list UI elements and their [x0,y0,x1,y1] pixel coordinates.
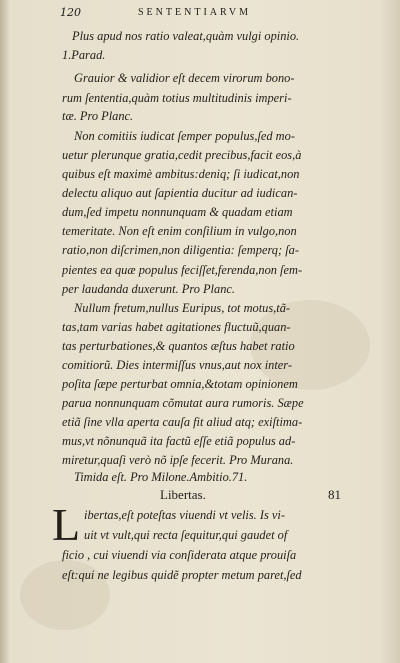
text-line: temeritate. Non eſt enim conſilium in vulgo,non [62,224,297,238]
text-line: miretur,quaſi verò nõ ipſe fecerit. Pro Murana. [62,453,294,467]
text-line: ibertas,eſt poteſtas viuendi vt velis. Is vi- [84,508,285,522]
text-line: pientes ea quæ populus feciſſet,ferenda,non ſem- [62,263,303,277]
text-line: mus,vt nõnunquã ita factũ eſſe etiã populus ad- [62,434,296,448]
running-title: SENTENTIARVM [138,7,251,18]
text-line: comitiorũ. Dies intermiſſus vnus,aut nox inter- [62,358,292,372]
text-line: Non comitiis iudicat ſemper populus,ſed mo- [74,129,295,143]
text-line: eſt:qui ne legibus quidẽ propter metum paret,ſed [62,568,302,582]
text-line: 1.Parad. [62,48,106,62]
text-line: etiã ſine vlla aperta cauſa fit aliud atq; exiſtima- [62,415,303,429]
text-line: ratio,non diſcrimen,non diligentia: ſemperq; ſa- [62,243,299,257]
text-line: Grauior & validior eſt decem virorum bono- [74,71,295,85]
text-line: Timida eſt. Pro Milone.Ambitio.71. [74,470,248,484]
text-line: delectu aliquo aut ſapientia ducitur ad iudican- [62,186,298,200]
text-line: Plus apud nos ratio valeat,quàm vulgi opinio. [72,29,300,43]
text-line: parua nonnunquam cõmutat aura rumoris. Sæpe [62,396,304,410]
text-line: poſita ſæpe perturbat omnia,&totam opinionem [62,377,298,391]
page-header [60,6,378,24]
drop-initial: L [52,499,81,550]
page-number: 120 [60,6,81,19]
text-line: uetur plerunque gratia,cedit precibus,facit eos,à [62,148,302,162]
text-line: tæ. Pro Planc. [62,109,134,123]
section-heading: Libertas. [160,487,206,502]
text-line: quibus eſt maximè ambitus:deniq; ſi iudicat,non [62,167,300,181]
text-line: ficio , cui viuendi via conſiderata atque prouiſa [62,548,297,562]
text-line: dum,ſed impetu nonnunquam & quadam etiam [62,205,293,219]
section-number: 81 [328,487,341,502]
text-line: tas,tam varias habet agitationes fluctuũ,quan- [62,320,291,334]
text-line: rum ſententia,quàm totius multitudinis imperi- [62,91,292,105]
text-line: tas perturbationes,& quantos æſtus habet ratio [62,339,295,353]
text-line: uit vt vult,qui recta ſequitur,qui gaudet of [84,528,288,542]
text-line: Nullum fretum,nullus Euripus, tot motus,tã- [74,301,291,315]
text-line: per laudanda duxerunt. Pro Planc. [62,282,235,296]
